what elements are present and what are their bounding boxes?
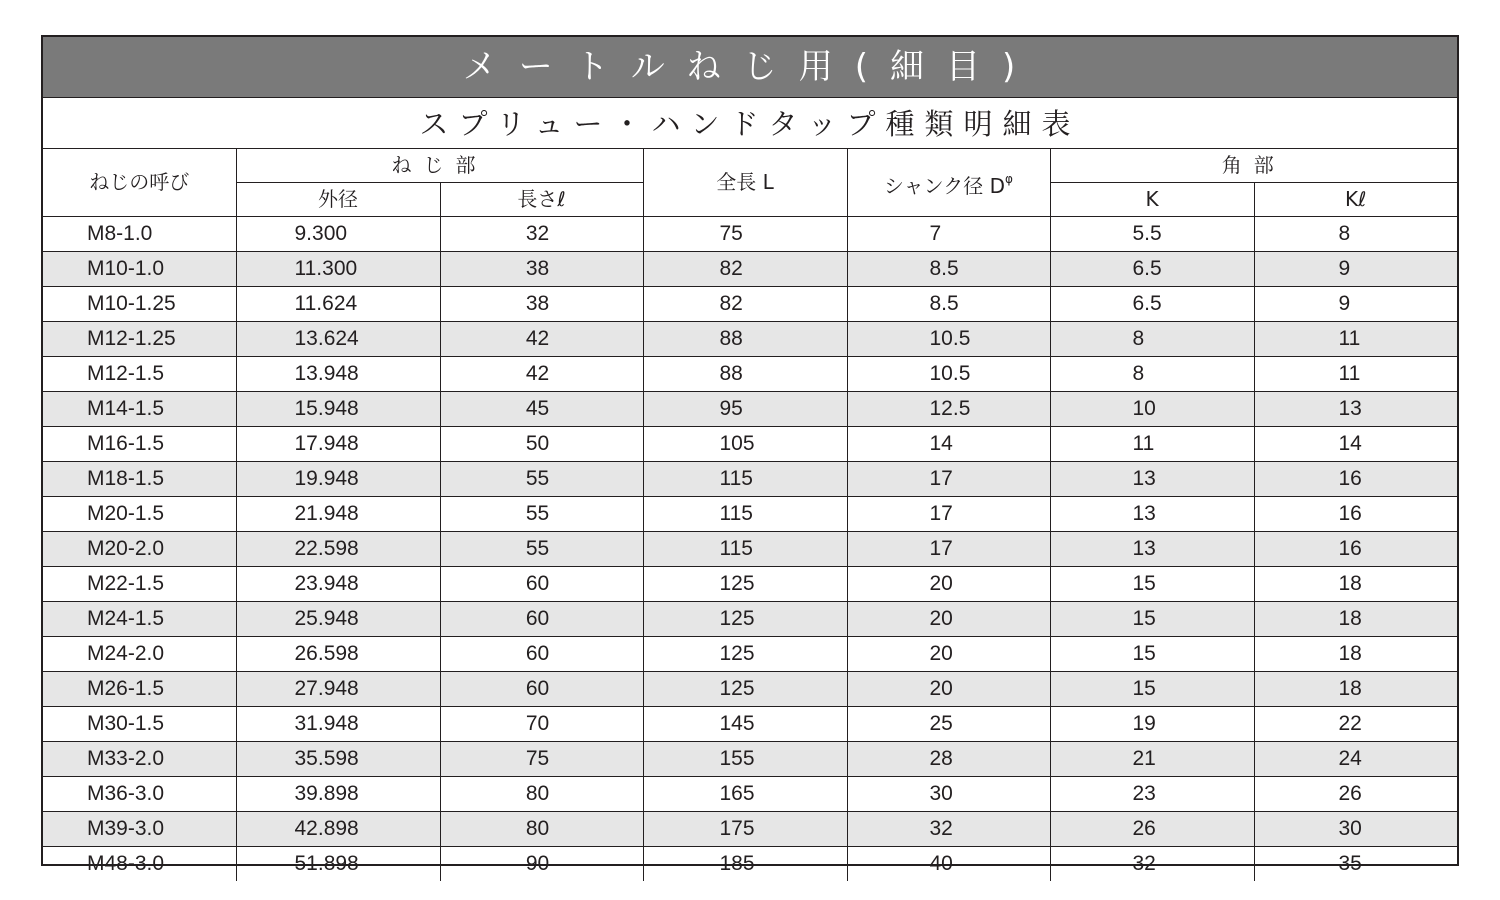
cell-shank-diameter: 30 xyxy=(847,777,1050,812)
cell-total-length: 175 xyxy=(643,812,847,847)
cell-kl: 18 xyxy=(1254,637,1457,672)
cell-total-length: 115 xyxy=(643,532,847,567)
table-row xyxy=(43,357,1457,392)
cell-kl: 26 xyxy=(1254,777,1457,812)
table-row xyxy=(43,672,1457,707)
cell-k: 15 xyxy=(1050,567,1254,602)
cell-kl: 9 xyxy=(1254,252,1457,287)
table-row xyxy=(43,497,1457,532)
cell-kl: 30 xyxy=(1254,812,1457,847)
cell-kl: 11 xyxy=(1254,322,1457,357)
cell-nominal: M39-3.0 xyxy=(43,812,236,847)
cell-shank-diameter: 14 xyxy=(847,427,1050,462)
cell-shank-diameter: 25 xyxy=(847,707,1050,742)
cell-length: 42 xyxy=(440,322,643,357)
header-length: 長さℓ xyxy=(440,183,643,217)
cell-length: 55 xyxy=(440,497,643,532)
header-outer-diameter: 外径 xyxy=(236,183,440,217)
cell-shank-diameter: 8.5 xyxy=(847,287,1050,322)
table-row xyxy=(43,812,1457,847)
cell-shank-diameter: 17 xyxy=(847,497,1050,532)
cell-nominal: M12-1.25 xyxy=(43,322,236,357)
table-row xyxy=(43,567,1457,602)
cell-shank-diameter: 20 xyxy=(847,637,1050,672)
cell-nominal: M18-1.5 xyxy=(43,462,236,497)
table-row xyxy=(43,847,1457,882)
cell-kl: 11 xyxy=(1254,357,1457,392)
table-subtitle: スプリュー・ハンドタップ種類明細表 xyxy=(43,98,1457,149)
cell-k: 15 xyxy=(1050,602,1254,637)
cell-outer-diameter: 26.598 xyxy=(236,637,440,672)
cell-shank-diameter: 17 xyxy=(847,532,1050,567)
header-thread-group: ねじ部 xyxy=(236,149,643,183)
cell-k: 26 xyxy=(1050,812,1254,847)
cell-outer-diameter: 35.598 xyxy=(236,742,440,777)
table-row xyxy=(43,602,1457,637)
table-row xyxy=(43,217,1457,252)
cell-kl: 16 xyxy=(1254,497,1457,532)
cell-k: 8 xyxy=(1050,322,1254,357)
table-row xyxy=(43,532,1457,567)
cell-length: 55 xyxy=(440,532,643,567)
cell-kl: 13 xyxy=(1254,392,1457,427)
cell-k: 15 xyxy=(1050,637,1254,672)
cell-total-length: 115 xyxy=(643,462,847,497)
cell-total-length: 145 xyxy=(643,707,847,742)
cell-kl: 18 xyxy=(1254,567,1457,602)
cell-length: 80 xyxy=(440,812,643,847)
cell-length: 60 xyxy=(440,637,643,672)
header-square-group: 角部 xyxy=(1050,149,1457,183)
header-row-top xyxy=(43,149,1457,183)
cell-nominal: M26-1.5 xyxy=(43,672,236,707)
table-row xyxy=(43,462,1457,497)
cell-outer-diameter: 22.598 xyxy=(236,532,440,567)
cell-length: 70 xyxy=(440,707,643,742)
cell-length: 60 xyxy=(440,602,643,637)
cell-kl: 18 xyxy=(1254,602,1457,637)
cell-outer-diameter: 13.948 xyxy=(236,357,440,392)
cell-outer-diameter: 17.948 xyxy=(236,427,440,462)
cell-k: 13 xyxy=(1050,497,1254,532)
table-body xyxy=(43,217,1457,882)
cell-length: 90 xyxy=(440,847,643,882)
table-row xyxy=(43,637,1457,672)
cell-outer-diameter: 27.948 xyxy=(236,672,440,707)
cell-kl: 14 xyxy=(1254,427,1457,462)
table-row xyxy=(43,742,1457,777)
cell-nominal: M20-2.0 xyxy=(43,532,236,567)
cell-shank-diameter: 20 xyxy=(847,672,1050,707)
cell-k: 5.5 xyxy=(1050,217,1254,252)
cell-outer-diameter: 19.948 xyxy=(236,462,440,497)
phi-symbol: φ xyxy=(1005,171,1013,186)
cell-shank-diameter: 28 xyxy=(847,742,1050,777)
cell-total-length: 82 xyxy=(643,252,847,287)
cell-nominal: M16-1.5 xyxy=(43,427,236,462)
table-row xyxy=(43,252,1457,287)
cell-kl: 24 xyxy=(1254,742,1457,777)
table-row xyxy=(43,707,1457,742)
cell-nominal: M36-3.0 xyxy=(43,777,236,812)
cell-k: 6.5 xyxy=(1050,252,1254,287)
cell-k: 13 xyxy=(1050,532,1254,567)
cell-length: 38 xyxy=(440,252,643,287)
cell-outer-diameter: 21.948 xyxy=(236,497,440,532)
cell-total-length: 165 xyxy=(643,777,847,812)
cell-length: 60 xyxy=(440,672,643,707)
cell-nominal: M10-1.25 xyxy=(43,287,236,322)
cell-outer-diameter: 39.898 xyxy=(236,777,440,812)
cell-total-length: 115 xyxy=(643,497,847,532)
cell-kl: 16 xyxy=(1254,532,1457,567)
cell-k: 15 xyxy=(1050,672,1254,707)
cell-nominal: M24-2.0 xyxy=(43,637,236,672)
cell-nominal: M30-1.5 xyxy=(43,707,236,742)
cell-total-length: 95 xyxy=(643,392,847,427)
cell-outer-diameter: 15.948 xyxy=(236,392,440,427)
cell-shank-diameter: 17 xyxy=(847,462,1050,497)
cell-length: 38 xyxy=(440,287,643,322)
cell-nominal: M20-1.5 xyxy=(43,497,236,532)
cell-total-length: 75 xyxy=(643,217,847,252)
cell-k: 23 xyxy=(1050,777,1254,812)
cell-kl: 35 xyxy=(1254,847,1457,882)
cell-nominal: M8-1.0 xyxy=(43,217,236,252)
cell-outer-diameter: 9.300 xyxy=(236,217,440,252)
cell-length: 32 xyxy=(440,217,643,252)
cell-total-length: 125 xyxy=(643,567,847,602)
table-row xyxy=(43,777,1457,812)
cell-shank-diameter: 7 xyxy=(847,217,1050,252)
cell-nominal: M10-1.0 xyxy=(43,252,236,287)
cell-outer-diameter: 23.948 xyxy=(236,567,440,602)
cell-k: 19 xyxy=(1050,707,1254,742)
cell-total-length: 88 xyxy=(643,322,847,357)
cell-shank-diameter: 8.5 xyxy=(847,252,1050,287)
cell-nominal: M24-1.5 xyxy=(43,602,236,637)
cell-shank-diameter: 12.5 xyxy=(847,392,1050,427)
cell-shank-diameter: 20 xyxy=(847,567,1050,602)
cell-outer-diameter: 11.300 xyxy=(236,252,440,287)
cell-nominal: M48-3.0 xyxy=(43,847,236,882)
table-row xyxy=(43,427,1457,462)
cell-outer-diameter: 25.948 xyxy=(236,602,440,637)
spec-table-frame xyxy=(41,35,1459,875)
table-row xyxy=(43,322,1457,357)
cell-total-length: 88 xyxy=(643,357,847,392)
cell-length: 45 xyxy=(440,392,643,427)
cell-k: 8 xyxy=(1050,357,1254,392)
cell-total-length: 82 xyxy=(643,287,847,322)
table-title: メートルねじ用(細目) xyxy=(43,37,1457,98)
header-total-length: 全長 L xyxy=(643,149,847,217)
cell-kl: 16 xyxy=(1254,462,1457,497)
cell-k: 32 xyxy=(1050,847,1254,882)
cell-outer-diameter: 11.624 xyxy=(236,287,440,322)
cell-nominal: M14-1.5 xyxy=(43,392,236,427)
cell-nominal: M12-1.5 xyxy=(43,357,236,392)
cell-total-length: 125 xyxy=(643,602,847,637)
cell-k: 13 xyxy=(1050,462,1254,497)
cell-outer-diameter: 51.898 xyxy=(236,847,440,882)
cell-outer-diameter: 42.898 xyxy=(236,812,440,847)
cell-total-length: 105 xyxy=(643,427,847,462)
header-shank-diameter-label: シャンク径 D xyxy=(884,173,1006,198)
cell-total-length: 125 xyxy=(643,672,847,707)
cell-total-length: 125 xyxy=(643,637,847,672)
cell-total-length: 155 xyxy=(643,742,847,777)
cell-length: 55 xyxy=(440,462,643,497)
cell-k: 6.5 xyxy=(1050,287,1254,322)
cell-length: 50 xyxy=(440,427,643,462)
cell-length: 75 xyxy=(440,742,643,777)
cell-k: 21 xyxy=(1050,742,1254,777)
cell-kl: 9 xyxy=(1254,287,1457,322)
cell-length: 60 xyxy=(440,567,643,602)
cell-length: 42 xyxy=(440,357,643,392)
header-k: K xyxy=(1050,183,1254,217)
spec-table xyxy=(43,149,1457,881)
cell-total-length: 185 xyxy=(643,847,847,882)
header-nominal: ねじの呼び xyxy=(43,149,236,217)
cell-length: 80 xyxy=(440,777,643,812)
cell-k: 10 xyxy=(1050,392,1254,427)
cell-shank-diameter: 40 xyxy=(847,847,1050,882)
cell-shank-diameter: 32 xyxy=(847,812,1050,847)
header-kl: Kℓ xyxy=(1254,183,1457,217)
cell-outer-diameter: 31.948 xyxy=(236,707,440,742)
cell-kl: 18 xyxy=(1254,672,1457,707)
header-shank-diameter xyxy=(847,149,1050,217)
cell-kl: 22 xyxy=(1254,707,1457,742)
cell-outer-diameter: 13.624 xyxy=(236,322,440,357)
cell-k: 11 xyxy=(1050,427,1254,462)
cell-kl: 8 xyxy=(1254,217,1457,252)
cell-nominal: M22-1.5 xyxy=(43,567,236,602)
cell-shank-diameter: 20 xyxy=(847,602,1050,637)
table-row xyxy=(43,287,1457,322)
cell-shank-diameter: 10.5 xyxy=(847,322,1050,357)
cell-nominal: M33-2.0 xyxy=(43,742,236,777)
table-row xyxy=(43,392,1457,427)
cell-shank-diameter: 10.5 xyxy=(847,357,1050,392)
